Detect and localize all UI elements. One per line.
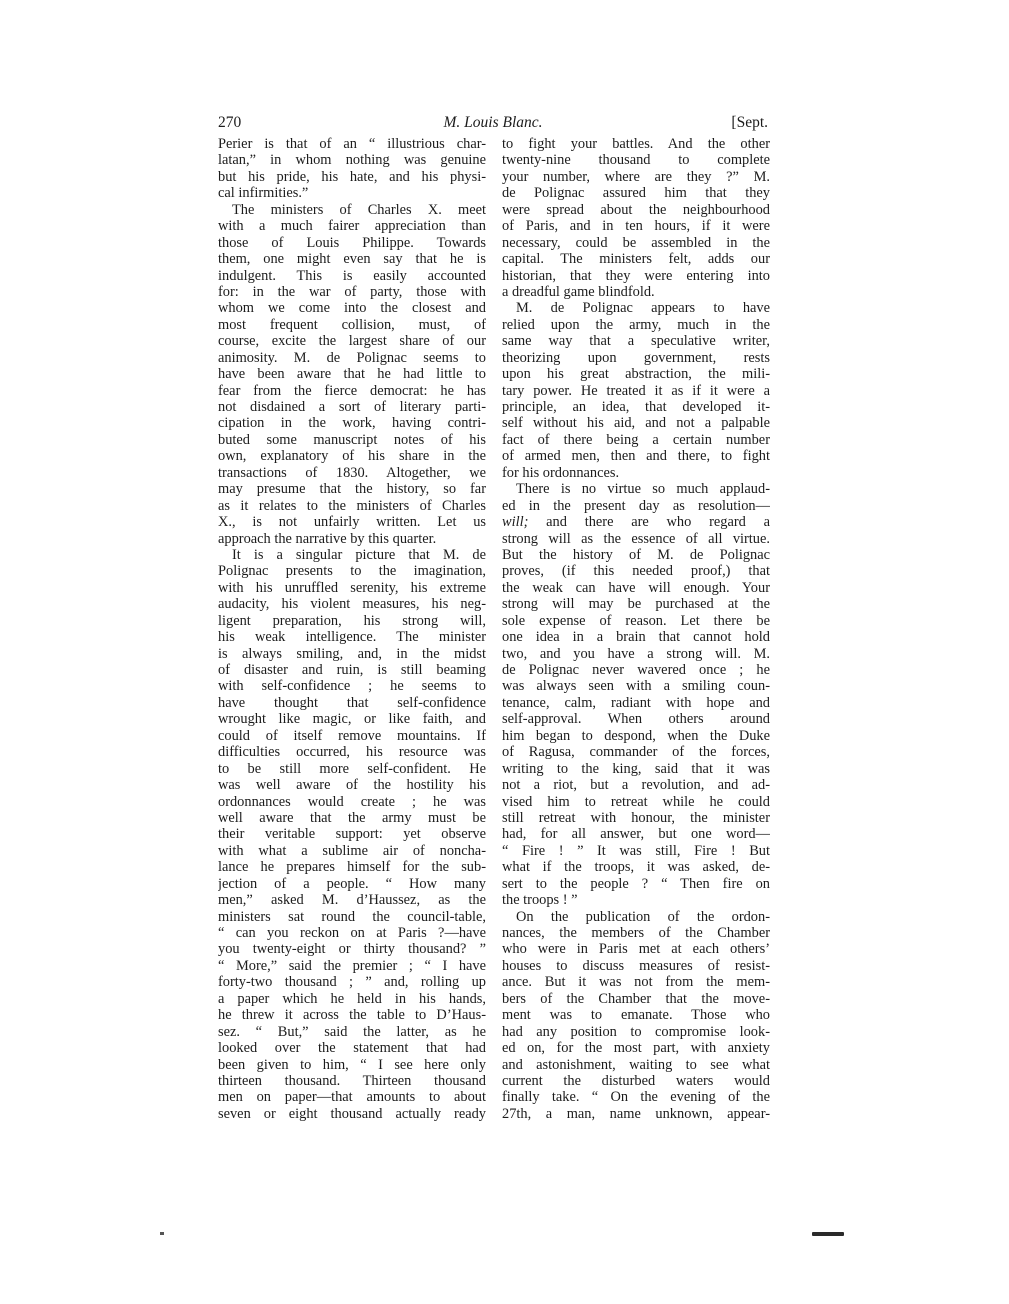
text-line: nances, the members of the Chamber <box>502 925 770 941</box>
text-line: as it relates to the ministers of Charles <box>218 497 486 514</box>
running-month: [Sept. <box>731 114 768 131</box>
text-line: wrought like magic, or like faith, and <box>218 711 486 728</box>
text-line: ed on, for the most part, with anxiety <box>502 1040 770 1057</box>
text-line: ed in the present day as resolution— <box>502 497 770 514</box>
text-line: men,” asked M. d’Haussez, as the <box>218 892 486 909</box>
text-line: finally take. “ On the evening of the <box>502 1089 770 1106</box>
text-line: his weak intelligence. The minister <box>218 629 486 646</box>
text-line: and astonishment, waiting to see what <box>502 1056 770 1073</box>
text-line: have thought that self-confidence <box>218 694 486 711</box>
text-line: your number, where are they ?” M. <box>502 168 770 185</box>
text-line: de Polignac never wavered once ; he <box>502 662 770 678</box>
text-line: have been aware that he had little to <box>218 366 486 383</box>
text-line: twenty-nine thousand to complete <box>502 152 770 169</box>
text-line: to fight your battles. And the other <box>502 136 770 152</box>
text-line: may presume that the history, so far <box>218 481 486 498</box>
text-line: difficulties occurred, his resource was <box>218 744 486 761</box>
text-line: not a riot, but a revolution, and ad- <box>502 777 770 794</box>
text-line: M. de Polignac appears to have <box>516 300 770 317</box>
text-line: them, one might even say that he is <box>218 251 486 268</box>
text-line: same way that a speculative writer, <box>502 333 770 350</box>
text-line: de Polignac assured him that they <box>502 185 770 202</box>
text-line: forty-two thousand ; ” and, rolling up <box>218 974 486 991</box>
text-line: you twenty-eight or thirty thousand? ” <box>218 941 486 958</box>
text-line: But the history of M. de Polignac <box>502 546 770 563</box>
text-line: but his pride, his hate, and his physi- <box>218 168 486 185</box>
text-line: It is a singular picture that M. de <box>232 546 486 563</box>
text-line: latan,” in whom nothing was genuine <box>218 152 486 169</box>
text-line: capital. The ministers felt, adds our <box>502 251 770 268</box>
text-line: one idea in a brain that cannot hold <box>502 629 770 646</box>
text-line: Perier is that of an “ illustrious char- <box>218 136 486 152</box>
text-line: vised him to retreat while he could <box>502 793 770 810</box>
text-line: of disaster and ruin, is still beaming <box>218 662 486 678</box>
text-line: self-approval. When others around <box>502 711 770 728</box>
text-line: well aware that the army must be <box>218 809 486 826</box>
text-line: a dreadful game blindfold. <box>502 283 655 300</box>
text-line: ministers sat round the council-table, <box>218 908 486 925</box>
text-line: been given to him, “ I see here only <box>218 1056 486 1073</box>
running-title: M. Louis Blanc. <box>443 114 543 131</box>
text-line: Polignac presents to the imagination, <box>218 563 486 580</box>
text-line: strong will as the essence of all virtue. <box>502 530 770 547</box>
text-line: upon his great abstraction, the mili- <box>502 366 770 383</box>
text-line: own, explanatory of his share in the <box>218 448 486 465</box>
text-line: men on paper—that amounts to about <box>218 1089 486 1106</box>
page-number: 270 <box>218 114 242 131</box>
text-line: relied upon the army, much in the <box>502 316 770 333</box>
ink-smudge <box>812 1232 844 1236</box>
text-line: principle, an idea, that developed it- <box>502 399 770 415</box>
text-line: with a much fairer appreciation than <box>218 218 486 235</box>
text-line: who were in Paris met at each others’ <box>502 941 770 958</box>
text-line: with what a sublime air of noncha- <box>218 842 486 859</box>
text-line: most frequent collision, must, of <box>218 316 486 333</box>
text-line: audacity, his violent measures, his neg- <box>218 596 486 613</box>
text-line: was well aware of the hostility his <box>218 777 486 794</box>
text-line: “ can you reckon on at Paris ?—have <box>218 925 486 941</box>
text-line: of armed men, then and there, to fight <box>502 448 770 465</box>
text-line: still retreat with honour, the minister <box>502 809 770 826</box>
text-line: necessary, could be assembled in the <box>502 234 770 251</box>
text-line: writing to the king, said that it was <box>502 760 770 777</box>
text-line: bers of the Chamber that the move- <box>502 990 770 1007</box>
text-line: had any position to compromise look- <box>502 1023 770 1040</box>
text-line: will; and there are who regard a <box>502 514 770 531</box>
text-line: ment was to emanate. Those who <box>502 1007 770 1024</box>
text-line: tary power. He treated it as if it were a <box>502 382 770 399</box>
text-line: a paper which he held in his hands, <box>218 990 486 1007</box>
text-line: for his ordonnances. <box>502 464 620 481</box>
text-line: ordonnances would create ; he was <box>218 793 486 810</box>
text-line: of Paris, and in ten hours, if it were <box>502 218 770 235</box>
text-line: theorizing upon government, rests <box>502 349 770 366</box>
text-line: seven or eight thousand actually ready <box>218 1105 486 1122</box>
text-line: of Ragusa, commander of the forces, <box>502 744 770 761</box>
text-line: sez. “ But,” said the latter, as he <box>218 1023 486 1040</box>
text-line: two, and you have a strong will. M. <box>502 645 770 662</box>
text-line: whom we come into the closest and <box>218 300 486 317</box>
text-line: historian, that they were entering into <box>502 267 770 284</box>
text-line: current the disturbed waters would <box>502 1072 770 1089</box>
text-line: was always seen with a smiling coun- <box>502 678 770 695</box>
text-line: 27th, a man, name unknown, appear- <box>502 1105 770 1122</box>
text-line: fact of there being a certain number <box>502 431 770 448</box>
text-line: “ Fire ! ” It was still, Fire ! But <box>502 842 770 859</box>
text-line: tenance, calm, radiant with hope and <box>502 694 770 711</box>
text-line: strong will may be purchased at the <box>502 596 770 613</box>
text-line: had, for all answer, but one word— <box>502 826 770 843</box>
text-line: On the publication of the ordon- <box>516 908 770 925</box>
text-line: animosity. M. de Polignac seems to <box>218 349 486 366</box>
ink-speck <box>160 1232 164 1235</box>
text-line: for: in the war of party, those with <box>218 283 486 300</box>
text-line: their veritable support: yet observe <box>218 826 486 843</box>
text-line: indulgent. This is easily accounted <box>218 267 486 284</box>
text-line: The ministers of Charles X. meet <box>232 201 486 218</box>
text-line: those of Louis Philippe. Towards <box>218 234 486 251</box>
text-line: could of itself remove mountains. If <box>218 727 486 744</box>
text-line: jection of a people. “ How many <box>218 875 486 892</box>
text-line: not disdained a sort of literary parti- <box>218 399 486 415</box>
text-line: X., is not unfairly written. Let us <box>218 514 486 531</box>
text-line: cal infirmities.” <box>218 185 309 202</box>
text-line: course, excite the largest share of our <box>218 333 486 350</box>
text-line: proves, (if this needed proof,) that <box>502 563 770 580</box>
text-line: to be still more self-confident. He <box>218 760 486 777</box>
text-line: with his unruffled serenity, his extreme <box>218 579 486 596</box>
text-line: There is no virtue so much applaud- <box>516 481 770 498</box>
text-line: thirteen thousand. Thirteen thousand <box>218 1072 486 1089</box>
text-line: ance. But it was not from the mem- <box>502 974 770 991</box>
right-column <box>502 136 770 1122</box>
text-line: looked over the statement that had <box>218 1040 486 1057</box>
text-line: lance he prepares himself for the sub- <box>218 859 486 876</box>
text-line: self without his aid, and not a palpable <box>502 415 770 432</box>
text-line: cipation in the work, having contri- <box>218 415 486 432</box>
text-line: houses to discuss measures of resist- <box>502 957 770 974</box>
text-line: “ More,” said the premier ; “ I have <box>218 957 486 974</box>
running-header <box>218 114 768 136</box>
text-line: fear from the fierce democrat: he has <box>218 382 486 399</box>
text-line: he threw it across the table to D’Haus- <box>218 1007 486 1024</box>
text-line: were spread about the neighbourhood <box>502 201 770 218</box>
text-line: approach the narrative by this quarter. <box>218 530 437 547</box>
text-line: the weak can have will enough. Your <box>502 579 770 596</box>
text-line: the troops ! ” <box>502 892 578 909</box>
text-line: with self-confidence ; he seems to <box>218 678 486 695</box>
text-line: what if the troops, it was asked, de- <box>502 859 770 876</box>
text-line: buted some manuscript notes of his <box>218 431 486 448</box>
text-line: him began to despond, when the Duke <box>502 727 770 744</box>
text-line: transactions of 1830. Altogether, we <box>218 464 486 481</box>
left-column <box>218 136 486 1122</box>
text-line: ligent preparation, his strong will, <box>218 612 486 629</box>
text-line: is always smiling, and, in the midst <box>218 645 486 662</box>
text-line: sert to the people ? “ Then fire on <box>502 875 770 892</box>
text-line: sole expense of reason. Let there be <box>502 612 770 629</box>
